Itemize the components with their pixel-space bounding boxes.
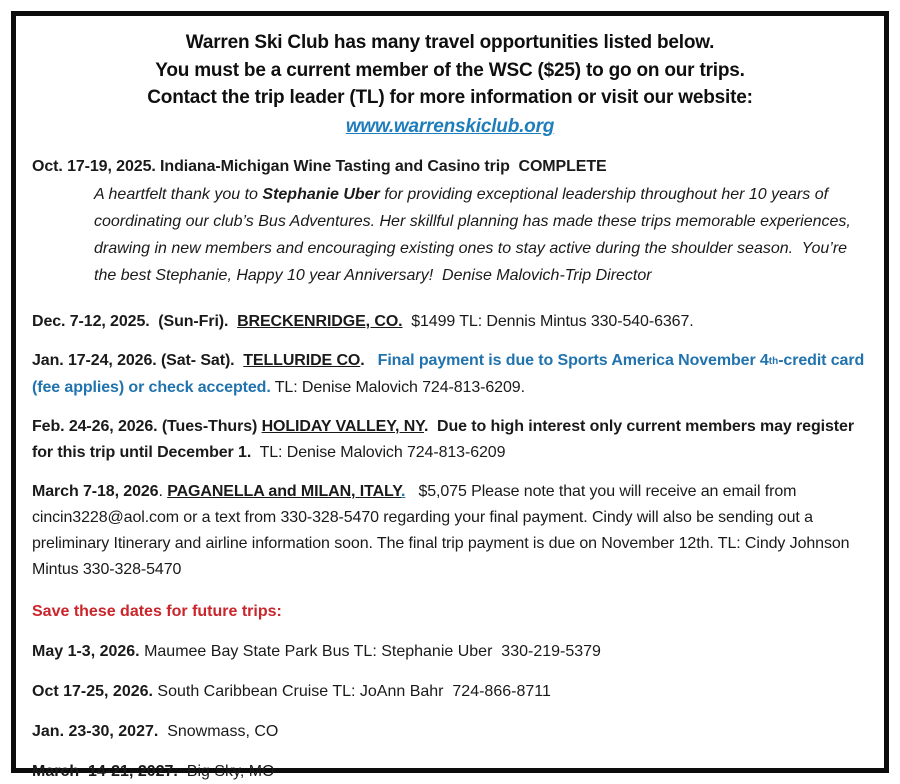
future-item-date: Oct 17-25, 2026.	[32, 683, 153, 700]
page-frame	[11, 11, 889, 780]
future-item-oct	[32, 680, 868, 704]
trip-dec	[32, 309, 868, 335]
trip-mar	[32, 479, 868, 583]
future-item-date: May 1-3, 2026.	[32, 643, 140, 660]
trip-jan-destination: TELLURIDE CO	[243, 352, 361, 369]
trip-jan	[32, 348, 868, 401]
trip-dec-date: Dec. 7-12, 2025. (Sun-Fri).	[32, 313, 238, 330]
header-link-line	[32, 113, 868, 141]
trip-dec-destination: BRECKENRIDGE, CO.	[237, 313, 403, 330]
header-line-2: You must be a current member of the WSC ($25) to go on our trips.	[155, 59, 745, 81]
future-item-details: Big Sky, MO	[177, 763, 275, 780]
trip-jan-date: Jan. 17-24, 2026. (Sat- Sat).	[32, 352, 244, 369]
trip-feb-date: Feb. 24-26, 2026. (Tues-Thurs)	[32, 418, 262, 435]
future-item-details: Snowmass, CO	[158, 723, 279, 740]
note-name: Stephanie Uber	[262, 186, 380, 203]
trip-jan-leader: TL: Denise Malovich 724-813-6209.	[270, 379, 525, 396]
trip-feb	[32, 414, 868, 466]
future-item-details: South Caribbean Cruise TL: JoAnn Bahr 724-866-8711	[152, 683, 551, 700]
header-line-1: Warren Ski Club has many travel opportunities listed below.	[185, 32, 715, 53]
header	[32, 22, 868, 140]
trip-mar-destination: PAGANELLA and MILAN, ITALY	[167, 483, 402, 500]
trip-jan-payment-notice-cont: -credit card (fee applies) or check accepted.	[32, 352, 869, 396]
trip-mar-details: $5,075 Please note that you will receive an email from cincin3228@aol.com or a text from 330-328-5470 regarding your final payment. Cindy will also be sending out a preliminary Itinerary and airline information soon. The final trip payment is due on November 12th. TL: Cindy Johnson Mintus 330-328-5470	[32, 483, 854, 578]
trip-oct-title: Oct. 17-19, 2025. Indiana-Michigan Wine Tasting and Casino trip COMPLETE	[32, 158, 607, 175]
trip-oct-note	[94, 181, 868, 289]
header-line-3: Contact the trip leader (TL) for more information or visit our website:	[147, 87, 753, 108]
trip-jan-ordinal-suffix: th	[768, 356, 779, 367]
trip-mar-dot: .	[401, 483, 406, 500]
trip-feb-destination: HOLIDAY VALLEY, NY	[261, 418, 424, 435]
future-item-date: Jan. 23-30, 2027.	[32, 723, 159, 740]
trip-mar-separator: .	[158, 483, 168, 500]
trip-dec-details: $1499 TL: Dennis Mintus 330-540-6367.	[402, 313, 694, 330]
future-item-date: March 14-21, 2027.	[32, 763, 178, 780]
future-item-may	[32, 640, 868, 664]
website-link[interactable]: www.warrenskiclub.org	[345, 115, 555, 137]
trip-feb-notice: . Due to high interest only current members may register for this trip until December 1.	[32, 418, 859, 461]
note-text-post: for providing exceptional leadership throughout her 10 years of coordinating our club’s Bus Adventures. Her skillful planning has made these trips memorable experiences, drawing in new members and encouraging existing ones to stay active during the shoulder season. You’re the best Stephanie, Happy 10 year Anniversary! Denise Malovich-Trip Director	[94, 186, 856, 284]
future-item-mar	[32, 760, 868, 784]
trip-jan-dot: .	[360, 352, 365, 369]
trip-mar-date: March 7-18, 2026	[32, 483, 159, 500]
trip-jan-payment-notice: Final payment is due to Sports America November 4	[364, 352, 769, 369]
future-trips-heading: Save these dates for future trips:	[32, 603, 282, 620]
note-text-pre: A heartfelt thank you to	[94, 186, 263, 203]
trip-feb-leader: TL: Denise Malovich 724-813-6209	[251, 444, 506, 461]
future-item-details: Maumee Bay State Park Bus TL: Stephanie Uber 330-219-5379	[139, 643, 601, 660]
future-item-jan	[32, 720, 868, 744]
